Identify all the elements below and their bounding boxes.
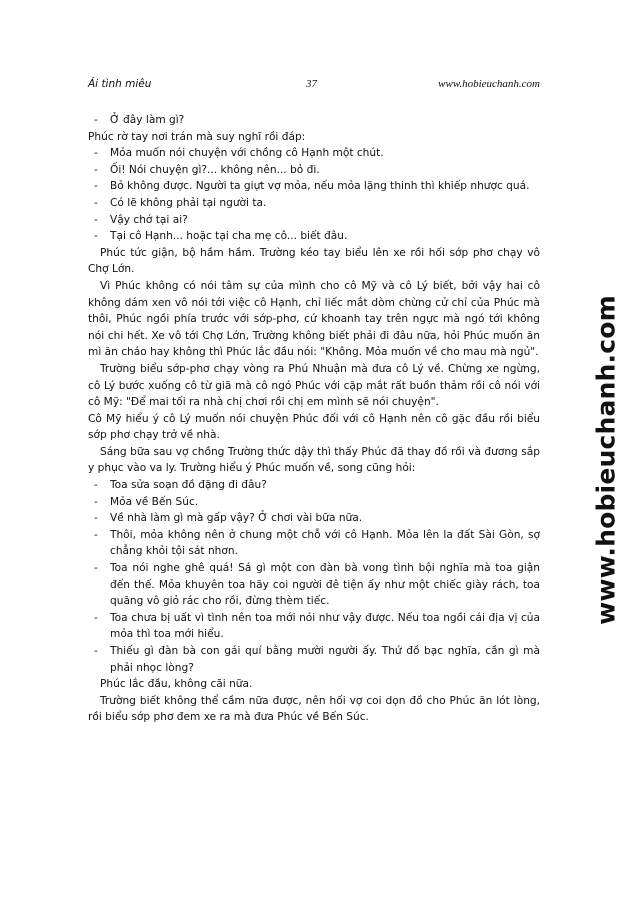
dialogue-line: - Mỏa về Bến Súc. — [88, 494, 540, 511]
paragraph: Sáng bữa sau vợ chồng Trường thức dậy thì thấy Phúc đã thay đồ rồi và đương sắp y phục vào va ly. Trường hiểu ý Phúc muốn về, song cũng hỏi: — [88, 445, 540, 475]
dialogue-line: - Ở đây làm gì? — [88, 112, 540, 129]
header-website: www.hobieuchanh.com — [438, 78, 540, 90]
dialogue-line: - Có lẽ không phải tại người ta. — [88, 195, 540, 212]
dialogue-line: - Tại cô Hạnh... hoặc tại cha mẹ cô... biết đâu. — [88, 228, 540, 245]
dialogue-line: - Bỏ không được. Người ta giựt vợ mỏa, nếu mỏa lặng thinh thì khiếp nhược quá. — [88, 178, 540, 195]
dialogue-line: - Mỏa muốn nói chuyện với chồng cô Hạnh một chút. — [88, 145, 540, 162]
watermark — [576, 295, 636, 625]
paragraph: Phúc rờ tay nơi trán mà suy nghĩ rồi đáp: — [88, 130, 306, 143]
paragraph: Trường biểu sớp-phơ chạy vòng ra Phú Nhuận mà đưa cô Lý về. Chừng xe ngừng, cô Lý bước xuống cô từ giã mà cô ngó Phúc với cặp mắt rất buồn thảm rồi cô nói với cô Mỹ: "Để mai tối ra nhà chị chơi rồi chị em mình sẽ nói chuyện". — [88, 362, 540, 409]
paragraph: Trường biết không thể cầm nữa được, nên hối vợ coi dọn đồ cho Phúc ăn lót lòng, rồi biểu sớp phơ đem xe ra mà đưa Phúc về Bến Súc. — [88, 694, 540, 724]
page-header — [88, 78, 540, 94]
dialogue-line: - Toa sửa soạn đồ đặng đi đâu? — [88, 477, 540, 494]
dialogue-line: - Thiếu gì đàn bà con gái quí bằng mười người ấy. Thứ đồ bạc nghĩa, cần gì mà phải nhọc lòng? — [88, 643, 540, 676]
dialogue-line: - Thôi, mỏa không nên ở chung một chỗ với cô Hạnh. Mỏa lên la đất Sài Gòn, sợ chẳng khỏi tội sát nhơn. — [88, 527, 540, 560]
dialogue-line: - Toa chưa bị uất vì tình nên toa mới nói như vậy được. Nếu toa ngồi cái địa vị của mỏa thì toa mới hiểu. — [88, 610, 540, 643]
dialogue-line: - Ối! Nói chuyện gì?... không nên... bỏ đi. — [88, 162, 540, 179]
dialogue-line: - Về nhà làm gì mà gấp vậy? Ở chơi vài bữa nữa. — [88, 510, 540, 527]
paragraph: Cô Mỹ hiểu ý cô Lý muốn nói chuyện Phúc đối với cô Hạnh nên cô gặc đầu rồi biểu sớp phơ chạy trở về nhà. — [88, 412, 540, 442]
dialogue-line: - Vậy chớ tại ai? — [88, 212, 540, 229]
paragraph: Phúc lắc đầu, không cãi nữa. — [100, 678, 253, 691]
book-title: Ái tình miêu — [88, 78, 152, 90]
page-number: 37 — [306, 78, 317, 90]
document-body — [88, 112, 540, 726]
paragraph: Phúc tức giận, bộ hầm hầm. Trường kéo tay biểu lên xe rồi hối sớp phơ chạy vô Chợ Lớn. — [88, 246, 540, 276]
watermark-text: www.hobieuchanh.com — [591, 295, 621, 625]
dialogue-line: - Toa nói nghe ghê quá! Sá gì một con đàn bà vong tình bội nghĩa mà toa giận đến thế. Mỏa khuyên toa hãy coi người đê tiện ấy như một chiếc giày rách, toa quăng vô giỏ rác cho rồi, đừng thèm tiếc. — [88, 560, 540, 610]
paragraph: Vì Phúc không có nói tâm sự của mình cho cô Mỹ và cô Lý biết, bởi vậy hai cô không dám xen vô nói tới việc cô Hạnh, chỉ liếc mắt dòm chừng cử chỉ của Phúc mà thôi, Phúc ngồi phía trước với sớp-phơ, cứ khoanh tay trên ngực mà ngó tới không nói chi hết. Xe vô tới Chợ Lớn, Trường không biết phải đi đâu nữa, hỏi Phúc muốn ăn mì ăn cháo hay không thì Phúc lắc đầu nói: "Không. Mỏa muốn về cho mau mà ngủ". — [88, 279, 540, 359]
